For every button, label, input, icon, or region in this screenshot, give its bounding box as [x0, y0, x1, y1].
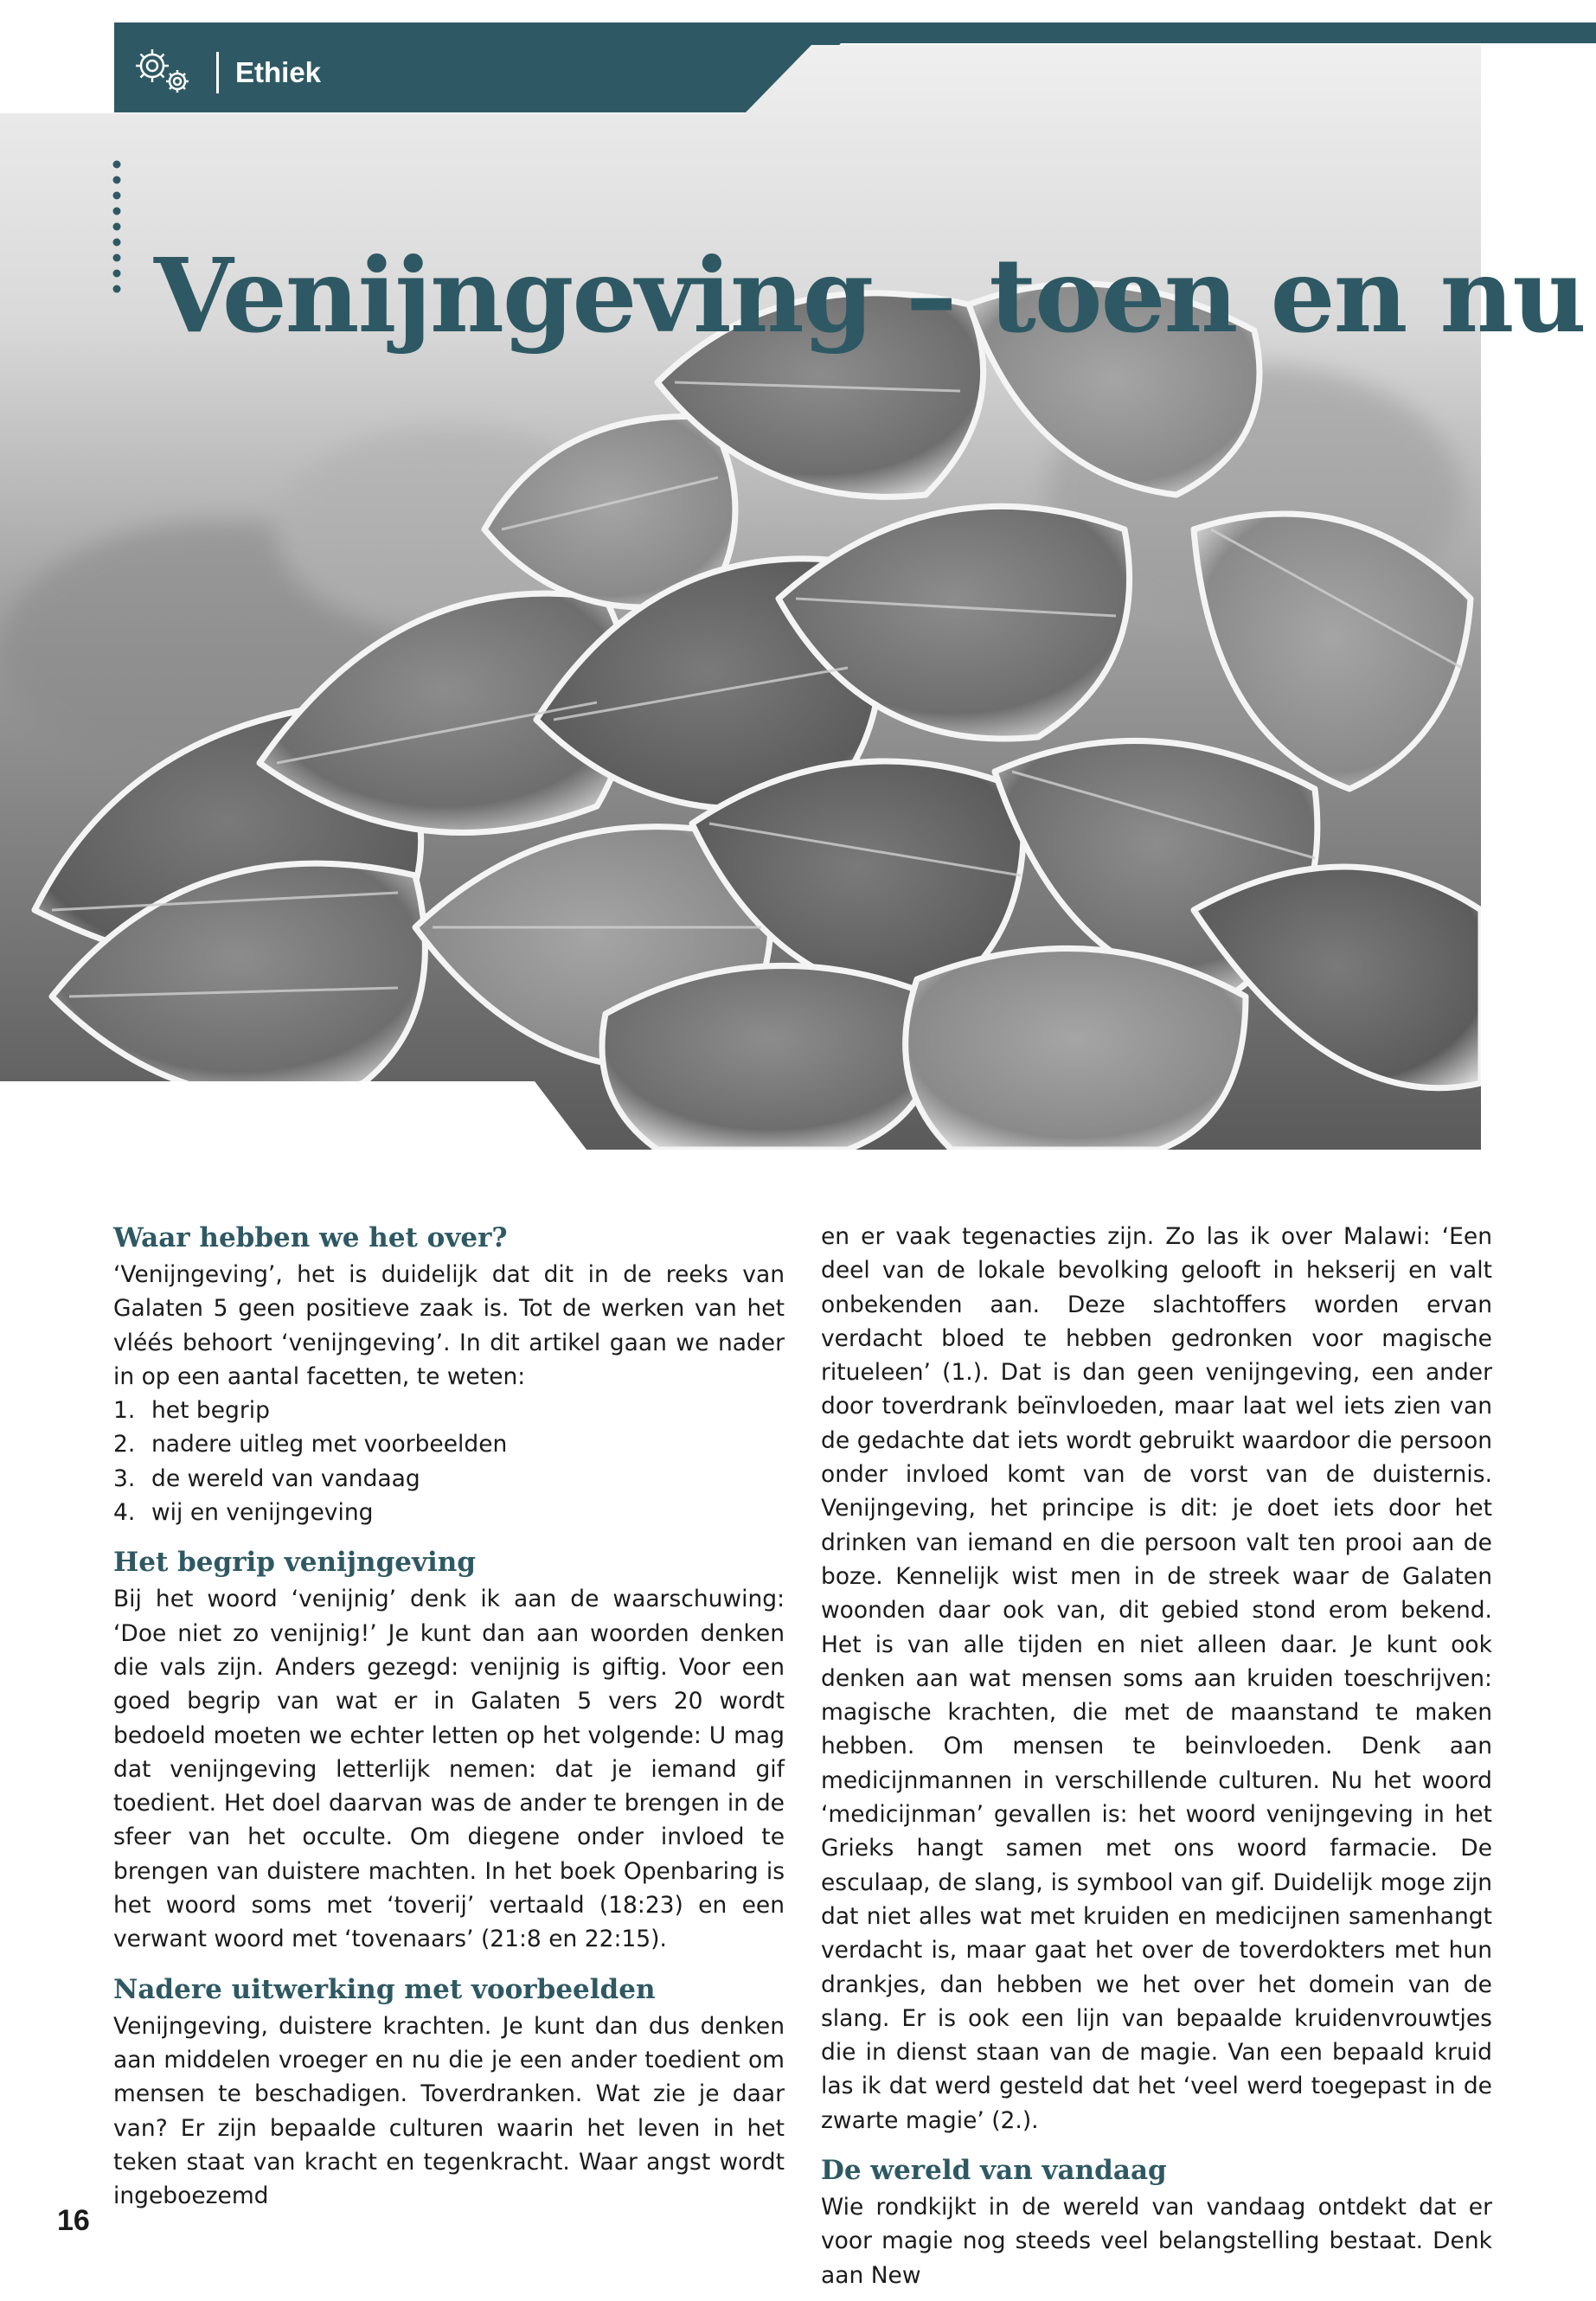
dotted-rule	[111, 160, 123, 298]
section-label: Ethiek	[235, 56, 322, 88]
header-separator	[216, 52, 219, 93]
gears-icon	[130, 43, 197, 99]
list-item: 3. de wereld van vandaag	[113, 1465, 420, 1492]
header-photo	[0, 45, 1481, 1150]
intro-paragraph: ‘Venijngeving’, het is duidelijk dat dit in de reeks van Galaten 5 geen positieve zaak is. Tot de werken van het vléés behoort ‘venijngeving’. In dit artikel gaan we nader in op een aantal facetten, te weten:	[113, 1261, 785, 1390]
page-title: Venijngeving – toen en nu	[154, 235, 1586, 356]
right-column	[821, 1220, 1492, 2292]
left-column	[113, 1218, 785, 2213]
heading-nadere-uitwerking: Nadere uitwerking met voorbeelden	[113, 1973, 656, 2005]
continued-paragraph: en er vaak tegenacties zijn. Zo las ik over Malawi: ‘Een deel van de lokale bevolking gelooft in hekserij en valt onbekenden aan. Deze slachtoffers worden ervan verdacht bloed te hebben gedronken voor magische ritueleen’ (1.). Dat is dan geen venijngeving, een ander door toverdrank beïnvloeden, maar laat wel iets zien van de gedachte dat iets wordt gebruikt waardoor die persoon onder invloed komt van de vorst van de duisternis. Venijngeving, het principe is dit: je doet iets door het drinken van iemand en die persoon valt ten prooi aan de boze. Kennelijk wist men in de streek waar de Galaten woonden daar ook van, dit gebied stond erom bekend. Het is van alle tijden en niet alleen daar. Je kunt ook denken aan wat mensen soms aan kruiden toeschrijven: magische krachten, die met de maanstand te maken hebben. Om mensen te beinvloeden. Denk aan medicijnmannen in verschillende culturen. Nu het woord ‘medicijnman’ gevallen is: het woord venijngeving in het Grieks hangt samen met ons woord farmacie. De esculaap, de slang, is symbool van gif. Duidelijk moge zijn dat niet alles wat met kruiden en medicijnen samenhangt verdacht is, maar gaat het over de toverdokters met hun drankjes, dan hebben we het over het domein van de slang. Er is ook een lijn van bepaalde kruidenvrouwtjes die in dienst staan van de magie. Van een bepaald kruid las ik dat werd gesteld dat het ‘veel werd toegepast in de zwarte magie’ (2.).	[821, 1223, 1492, 2134]
list-item: 4. wij en venijngeving	[113, 1499, 374, 1527]
heading-het-begrip: Het begrip venijngeving	[113, 1547, 476, 1579]
uitwerking-paragraph: Venijngeving, duistere krachten. Je kunt dan dus denken aan middelen vroeger en nu die je een ander toedient om mensen te beschadigen. Toverdranken. Wat zie je daar van? Er zijn bepaalde culturen waarin het leven in het teken staat van kracht en tegenkracht. Waar angst wordt ingeboezemd	[113, 2012, 785, 2210]
list-item: 2. nadere uitleg met voorbeelden	[113, 1431, 508, 1458]
heading-waar-hebben-we-het-over: Waar hebben we het over?	[113, 1222, 508, 1253]
wereld-paragraph: Wie rondkijkt in de wereld van vandaag ontdekt dat er voor magie nog steeds veel belangstelling bestaat. Denk aan New	[821, 2194, 1492, 2289]
begrip-paragraph: Bij het woord ‘venijnig’ denk ik aan de waarschuwing: ‘Doe niet zo venijnig!’ Je kunt dan aan woorden denken die vals zijn. Anders gezegd: venijnig is giftig. Voor een goed begrip van wat er in Galaten 5 vers 20 wordt bedoeld moeten we echter letten op het volgende: U mag dat venijngeving letterlijk nemen: dat je iemand gif toedient. Het doel daarvan was de ander te brengen in de sfeer van het occulte. Om diegene onder invloed te brengen van duistere machten. In het boek Openbaring is het woord soms met ‘toverij’ vertaald (18:23) en een verwant woord met ‘tovenaars’ (21:8 en 22:15).	[113, 1586, 785, 1953]
heading-de-wereld-van-vandaag: De wereld van vandaag	[821, 2155, 1167, 2187]
page-number: 16	[57, 2204, 90, 2237]
facet-list	[113, 1394, 785, 1529]
list-item: 1. het begrip	[113, 1397, 270, 1425]
